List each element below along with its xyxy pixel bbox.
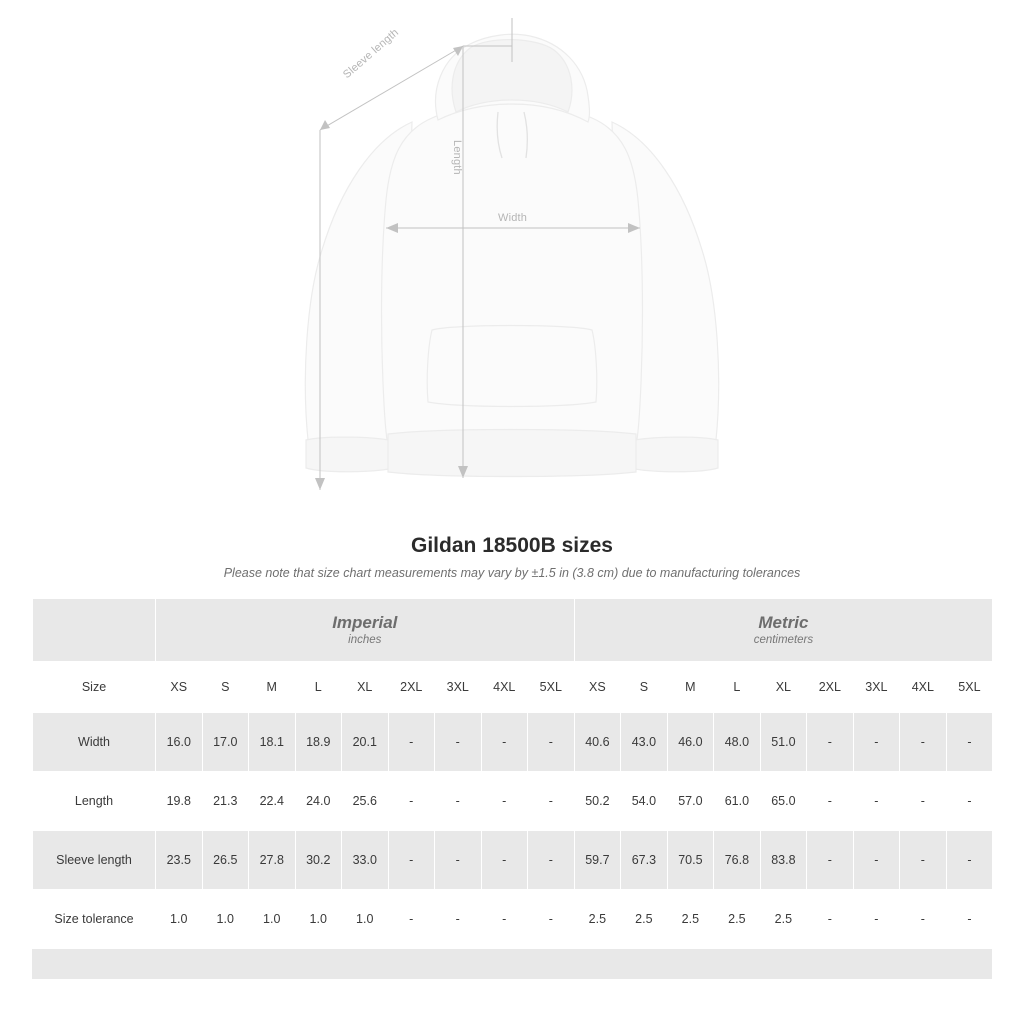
size-header-metric-l: L: [714, 662, 761, 713]
table-row: [33, 772, 993, 831]
cell: 50.2: [574, 772, 621, 831]
cell: 48.0: [714, 713, 761, 772]
imperial-header: [156, 599, 575, 662]
cell: -: [481, 772, 528, 831]
size-header-metric-4xl: 4XL: [900, 662, 947, 713]
cell: -: [900, 713, 947, 772]
cell: 1.0: [295, 890, 342, 949]
size-header-metric-5xl: 5XL: [946, 662, 993, 713]
size-header-imperial-4xl: 4XL: [481, 662, 528, 713]
cell: 22.4: [249, 772, 296, 831]
cell: -: [435, 713, 482, 772]
cell: 23.5: [156, 831, 203, 890]
row-label-sleeve-length: Sleeve length: [33, 831, 156, 890]
cell: 1.0: [156, 890, 203, 949]
cell: -: [388, 713, 435, 772]
size-header-label: Size: [33, 662, 156, 713]
imperial-name: Imperial: [332, 612, 398, 632]
cell: 83.8: [760, 831, 807, 890]
cell: 46.0: [667, 713, 714, 772]
cell: -: [388, 772, 435, 831]
cell: 59.7: [574, 831, 621, 890]
cell: 19.8: [156, 772, 203, 831]
size-header-imperial-2xl: 2XL: [388, 662, 435, 713]
cell: 40.6: [574, 713, 621, 772]
size-header-metric-xs: XS: [574, 662, 621, 713]
cell: 2.5: [760, 890, 807, 949]
cell: 43.0: [621, 713, 668, 772]
size-header-imperial-3xl: 3XL: [435, 662, 482, 713]
cell: 2.5: [574, 890, 621, 949]
size-header-imperial-5xl: 5XL: [528, 662, 575, 713]
cell: -: [481, 713, 528, 772]
metric-header: [574, 599, 993, 662]
size-header-metric-2xl: 2XL: [807, 662, 854, 713]
cell: 20.1: [342, 713, 389, 772]
cell: -: [946, 890, 993, 949]
size-header-imperial-xl: XL: [342, 662, 389, 713]
size-header-metric-s: S: [621, 662, 668, 713]
cell: 1.0: [202, 890, 249, 949]
corner-cell: [33, 599, 156, 662]
size-chart-table-wrapper: [32, 598, 992, 949]
cell: 67.3: [621, 831, 668, 890]
cell: -: [481, 890, 528, 949]
cell: -: [528, 831, 575, 890]
cell: -: [807, 772, 854, 831]
cell: 27.8: [249, 831, 296, 890]
cell: -: [481, 831, 528, 890]
cell: -: [946, 713, 993, 772]
size-header-imperial-m: M: [249, 662, 296, 713]
cell: -: [853, 890, 900, 949]
cell: -: [900, 890, 947, 949]
size-header-imperial-l: L: [295, 662, 342, 713]
cell: -: [528, 713, 575, 772]
size-chart-table: [32, 598, 993, 949]
cell: -: [853, 713, 900, 772]
cell: 30.2: [295, 831, 342, 890]
cell: -: [388, 890, 435, 949]
cell: 61.0: [714, 772, 761, 831]
cell: 1.0: [249, 890, 296, 949]
cell: -: [946, 831, 993, 890]
table-row: [33, 890, 993, 949]
table-row: [33, 831, 993, 890]
size-header-imperial-s: S: [202, 662, 249, 713]
row-label-size-tolerance: Size tolerance: [33, 890, 156, 949]
sleeve-length-label: Sleeve length: [341, 26, 402, 82]
cell: -: [900, 772, 947, 831]
cell: 65.0: [760, 772, 807, 831]
cell: -: [435, 831, 482, 890]
cell: 2.5: [621, 890, 668, 949]
cell: 2.5: [714, 890, 761, 949]
metric-unit: centimeters: [753, 634, 814, 647]
cell: -: [946, 772, 993, 831]
table-row: [33, 713, 993, 772]
cell: 24.0: [295, 772, 342, 831]
cell: 57.0: [667, 772, 714, 831]
size-header-imperial-xs: XS: [156, 662, 203, 713]
row-label-width: Width: [33, 713, 156, 772]
cell: 2.5: [667, 890, 714, 949]
cell: 54.0: [621, 772, 668, 831]
cell: 21.3: [202, 772, 249, 831]
cell: -: [900, 831, 947, 890]
cell: -: [528, 772, 575, 831]
title-block: [0, 534, 1024, 580]
row-label-length: Length: [33, 772, 156, 831]
size-header-metric-m: M: [667, 662, 714, 713]
cell: 26.5: [202, 831, 249, 890]
cell: 1.0: [342, 890, 389, 949]
cell: -: [853, 831, 900, 890]
cell: -: [853, 772, 900, 831]
length-label: Length: [451, 140, 463, 175]
imperial-unit: inches: [348, 634, 382, 647]
size-header-metric-3xl: 3XL: [853, 662, 900, 713]
cell: 18.1: [249, 713, 296, 772]
page-title: Gildan 18500B sizes: [411, 534, 613, 557]
cell: -: [528, 890, 575, 949]
tolerance-note: Please note that size chart measurements may vary by ±1.5 in (3.8 cm) due to manufacturing tolerances: [223, 566, 801, 580]
cell: -: [807, 713, 854, 772]
cell: 16.0: [156, 713, 203, 772]
width-label: Width: [498, 212, 528, 224]
cell: -: [435, 772, 482, 831]
size-header-row: [33, 662, 993, 713]
cell: 76.8: [714, 831, 761, 890]
cell: 51.0: [760, 713, 807, 772]
cell: 17.0: [202, 713, 249, 772]
cell: -: [807, 890, 854, 949]
cell: -: [388, 831, 435, 890]
unit-system-header-row: [33, 599, 993, 662]
metric-name: Metric: [758, 612, 809, 632]
cell: 18.9: [295, 713, 342, 772]
size-header-metric-xl: XL: [760, 662, 807, 713]
cell: -: [807, 831, 854, 890]
cell: -: [435, 890, 482, 949]
cell: 33.0: [342, 831, 389, 890]
cell: 25.6: [342, 772, 389, 831]
cell: 70.5: [667, 831, 714, 890]
table-footer-band: [32, 949, 992, 979]
